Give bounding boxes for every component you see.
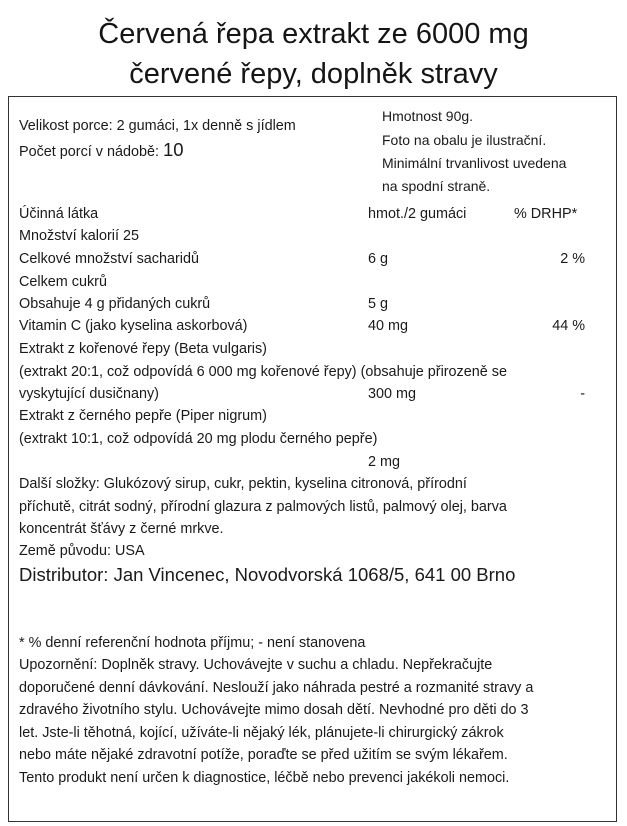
servings-value: 10 <box>163 139 184 160</box>
sugars-row: Celkem cukrů <box>19 274 107 290</box>
product-title <box>0 14 627 94</box>
rdi-footnote: * % denní referenční hodnota příjmu; - není stanovena <box>19 635 366 651</box>
servings-per-container <box>19 139 184 163</box>
serving-size: Velikost porce: 2 gumáci, 1x denně s jídlem <box>19 118 296 134</box>
other-ingredients-line-3: koncentrát šťávy z černé mrkve. <box>19 521 224 537</box>
other-ingredients-line-2: příchutě, citrát sodný, přírodní glazura z palmových listů, palmový olej, barva <box>19 499 507 515</box>
country-of-origin: Země původu: USA <box>19 543 145 559</box>
warning-line-6: Tento produkt není určen k diagnostice, léčbě nebo prevenci jakékoli nemoci. <box>19 770 510 786</box>
added-sugars-amount: 5 g <box>368 296 389 312</box>
product-title-line-1: Červená řepa extrakt ze 6000 mg <box>98 18 529 50</box>
shelf-life-line-2: na spodní straně. <box>382 178 491 194</box>
carbs-amount: 6 g <box>368 251 389 267</box>
net-weight: Hmotnost 90g. <box>382 108 474 124</box>
warning-line-4: let. Jste-li těhotná, kojící, užíváte-li nějaký lék, plánujete-li chirurgický zákrok <box>19 725 504 741</box>
shelf-life-line-1: Minimální trvanlivost uvedena <box>382 155 567 171</box>
carbs-rdi: 2 % <box>560 251 585 267</box>
warning-line-5: nebo máte nějaké zdravotní potíže, poraďte se před užitím se svým lékařem. <box>19 747 508 763</box>
beet-extract-desc-1: (extrakt 20:1, což odpovídá 6 000 mg kořenové řepy) (obsahuje přirozeně se <box>19 364 507 380</box>
vitamin-c-name: Vitamin C (jako kyselina askorbová) <box>19 318 248 334</box>
table-header-name: Účinná látka <box>19 206 99 222</box>
beet-extract-desc-2: vyskytující dusičnany) <box>19 386 159 402</box>
product-title-line-2: červené řepy, doplněk stravy <box>129 58 498 90</box>
carbs-name: Celkové množství sacharidů <box>19 251 199 267</box>
warning-line-2: doporučené denní dávkování. Neslouží jako náhrada pestré a rozmanité stravy a <box>19 680 534 696</box>
beet-extract-amount: 300 mg <box>368 386 416 402</box>
photo-note: Foto na obalu je ilustrační. <box>382 132 547 148</box>
other-ingredients-line-1: Další složky: Glukózový sirup, cukr, pektin, kyselina citronová, přírodní <box>19 476 467 492</box>
table-header-rdi: % DRHP* <box>514 206 578 222</box>
pepper-extract-desc: (extrakt 10:1, což odpovídá 20 mg plodu černého pepře) <box>19 431 378 447</box>
warning-line-1: Upozornění: Doplněk stravy. Uchovávejte v suchu a chladu. Nepřekračujte <box>19 657 493 673</box>
pepper-extract-name: Extrakt z černého pepře (Piper nigrum) <box>19 408 267 424</box>
warning-line-3: zdravého životního stylu. Uchovávejte mimo dosah dětí. Nevhodné pro děti do 3 <box>19 702 529 718</box>
table-header-amount: hmot./2 gumáci <box>368 206 467 222</box>
servings-label: Počet porcí v nádobě: <box>19 144 159 160</box>
vitamin-c-amount: 40 mg <box>368 318 408 334</box>
added-sugars-name: Obsahuje 4 g přidaných cukrů <box>19 296 211 312</box>
vitamin-c-rdi: 44 % <box>552 318 585 334</box>
calories-row: Množství kalorií 25 <box>19 228 139 244</box>
beet-extract-name: Extrakt z kořenové řepy (Beta vulgaris) <box>19 341 267 357</box>
distributor: Distributor: Jan Vincenec, Novodvorská 1068/5, 641 00 Brno <box>19 564 516 585</box>
beet-extract-rdi: - <box>580 386 585 402</box>
pepper-extract-amount: 2 mg <box>368 454 400 470</box>
